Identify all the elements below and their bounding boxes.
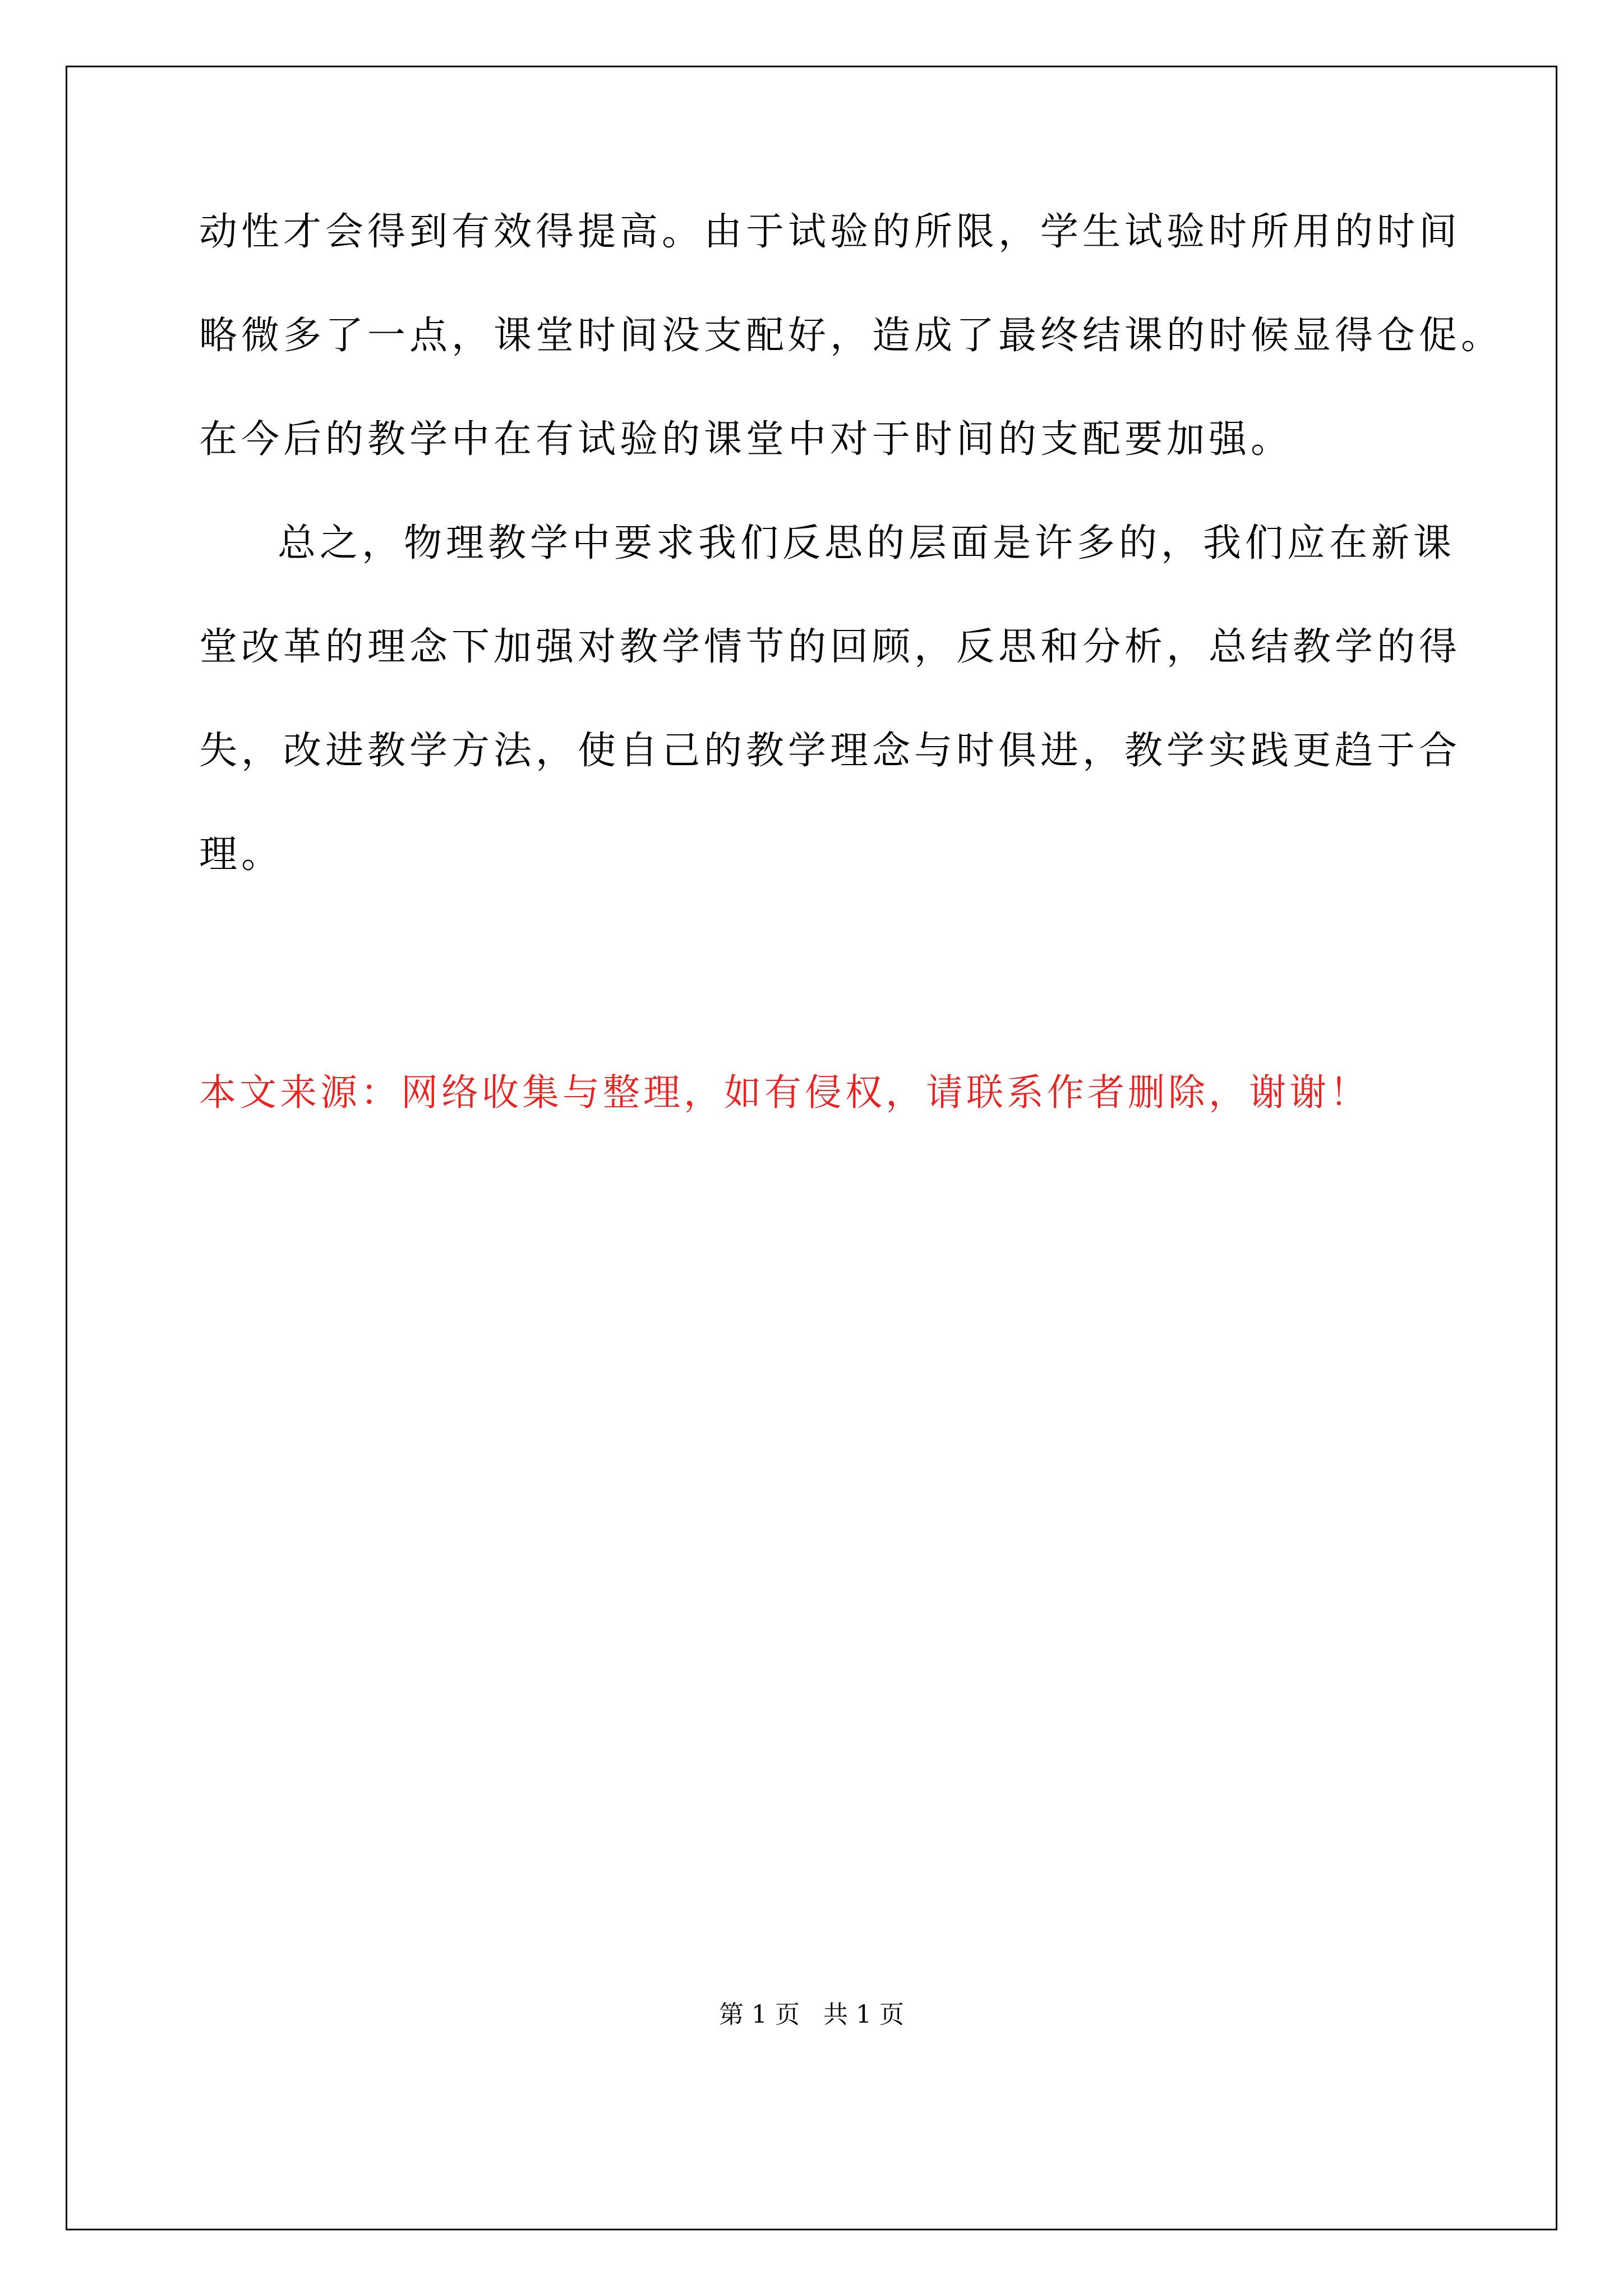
page-footer: 第 1 页 共 1 页 — [719, 2000, 904, 2029]
body-text-line: 在今后的教学中在有试验的课堂中对于时间的支配要加强。 — [199, 417, 1293, 462]
body-text-line: 总之，物理教学中要求我们反思的层面是许多的，我们应在新课 — [278, 521, 1456, 565]
document-body — [199, 210, 1504, 940]
body-text-line: 理。 — [199, 832, 284, 877]
body-text-line: 失，改进教学方法，使自己的教学理念与时俱进，教学实践更趋于合 — [199, 729, 1461, 773]
source-notice: 本文来源：网络收集与整理，如有侵权，请联系作者删除，谢谢！ — [199, 1071, 1370, 1114]
body-text-line: 动性才会得到有效得提高。由于试验的所限，学生试验时所用的时间 — [199, 210, 1461, 254]
body-text-line: 略微多了一点，课堂时间没支配好，造成了最终结课的时候显得仓促。 — [199, 314, 1504, 358]
body-text-line: 堂改革的理念下加强对教学情节的回顾，反思和分析，总结教学的得 — [199, 625, 1461, 669]
